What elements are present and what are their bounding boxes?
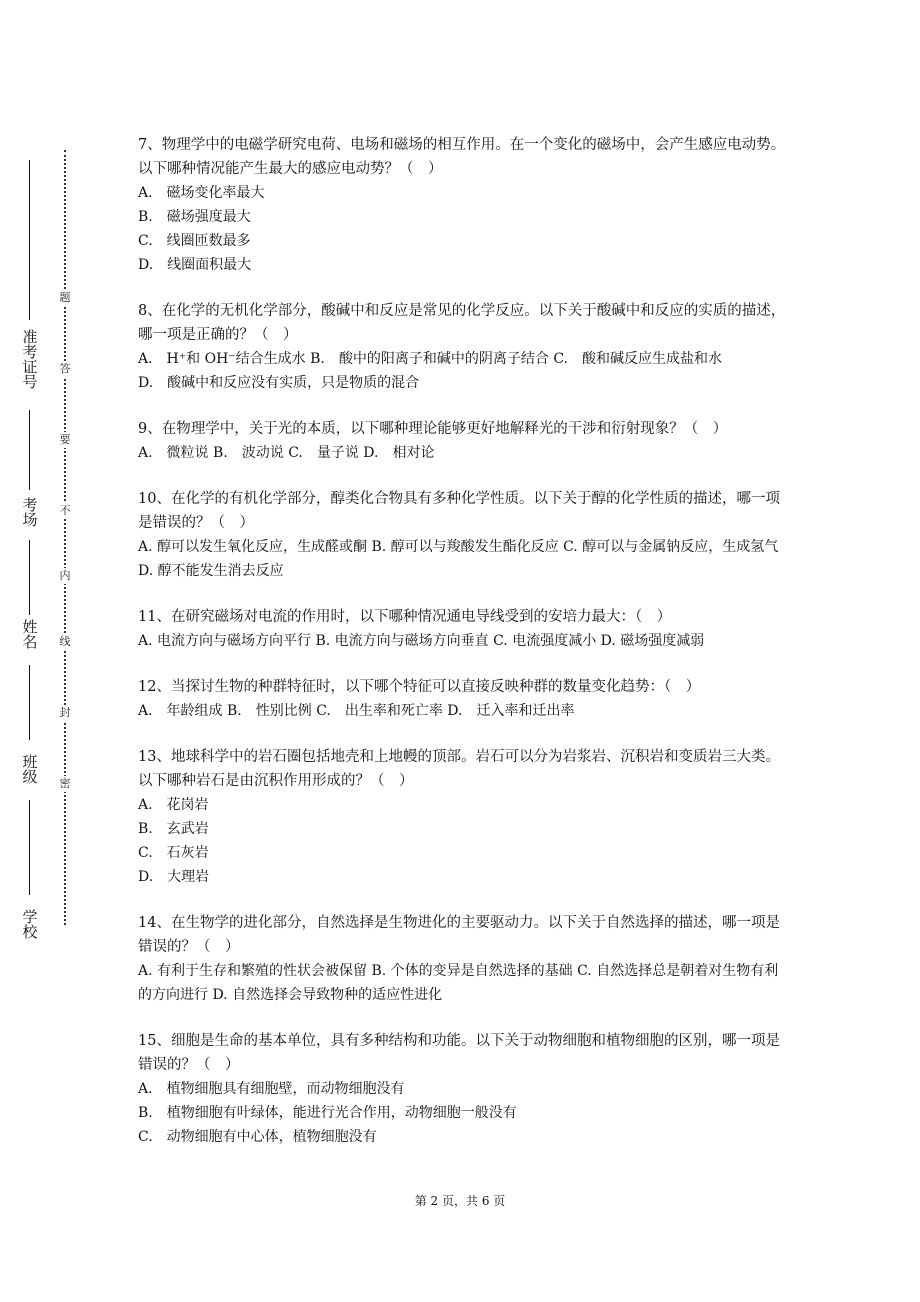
question-stem: 13、地球科学中的岩石圈包括地壳和上地幔的顶部。岩石可以分为岩浆岩、沉积岩和变质岩三大类。以下哪种岩石是由沉积作用形成的？（ ） [138, 749, 780, 789]
question-7 [138, 133, 788, 277]
option-a: A. 花岗岩 [138, 797, 209, 813]
field-line-exam-number [29, 160, 30, 320]
question-stem: 10、在化学的有机化学部分，醇类化合物具有多种化学性质。以下关于醇的化学性质的描述，哪一项是错误的？（ ） [138, 491, 780, 531]
question-stem: 8、在化学的无机化学部分，酸碱中和反应是常见的化学反应。以下关于酸碱中和反应的实质的描述，哪一项是正确的？（ ） [138, 303, 786, 343]
field-label-name: 姓 名 [22, 618, 38, 651]
question-stem: 12、当探讨生物的种群特征时，以下哪个特征可以直接反映种群的数量变化趋势：（ ） [138, 679, 701, 695]
field-label-class: 班 级 [22, 753, 38, 786]
question-stem: 15、细胞是生命的基本单位，具有多种结构和功能。以下关于动物细胞和植物细胞的区别，哪一项是错误的？（ ） [138, 1033, 780, 1073]
option-b: B. 磁场强度最大 [138, 209, 251, 225]
seal-char: 密 [57, 776, 73, 792]
question-13 [138, 745, 788, 889]
seal-char: 内 [57, 568, 73, 584]
option-a: A. 磁场变化率最大 [138, 185, 265, 201]
options-inline: A. 电流方向与磁场方向平行 B. 电流方向与磁场方向垂直 C. 电流强度减小 D. 磁场强度减弱 [138, 633, 705, 649]
question-15 [138, 1029, 788, 1149]
question-8 [138, 299, 788, 395]
option-d: D. 大理岩 [138, 869, 210, 885]
option-c: C. 动物细胞有中心体，植物细胞没有 [138, 1129, 377, 1145]
question-list [138, 133, 788, 1171]
option-b: B. 植物细胞有叶绿体，能进行光合作用，动物细胞一般没有 [138, 1105, 517, 1121]
field-line-school [29, 800, 30, 895]
field-line-name [29, 540, 30, 615]
question-stem: 9、在物理学中，关于光的本质，以下哪种理论能够更好地解释光的干涉和衍射现象？（ ） [138, 421, 728, 437]
seal-char: 题 [57, 290, 73, 306]
field-label-exam-room: 考 场 [22, 496, 38, 529]
option-d: D. 线圈面积最大 [138, 257, 252, 273]
question-stem: 14、在生物学的进化部分，自然选择是生物进化的主要驱动力。以下关于自然选择的描述，哪一项是错误的？（ ） [138, 915, 780, 955]
question-10 [138, 487, 788, 583]
question-9 [138, 417, 788, 465]
option-c: C. 线圈匝数最多 [138, 233, 251, 249]
question-stem: 11、在研究磁场对电流的作用时，以下哪种情况通电导线受到的安培力最大：（ ） [138, 609, 672, 625]
options-inline: A. 醇可以发生氧化反应，生成醛或酮 B. 醇可以与羧酸发生酯化反应 C. 醇可以与金属钠反应，生成氢气 D. 醇不能发生消去反应 [138, 539, 779, 579]
field-line-class [29, 665, 30, 740]
option-b: B. 玄武岩 [138, 821, 209, 837]
binding-margin [0, 0, 100, 1302]
options-inline: A. 微粒说 B. 波动说 C. 量子说 D. 相对论 [138, 445, 435, 461]
field-line-exam-room [29, 410, 30, 490]
seal-char: 不 [57, 503, 73, 519]
options-inline: A. 有利于生存和繁殖的性状会被保留 B. 个体的变异是自然选择的基础 C. 自然选择总是朝着对生物有利的方向进行 D. 自然选择会导致物种的适应性进化 [138, 963, 779, 1003]
option-d: D. 酸碱中和反应没有实质，只是物质的混合 [138, 375, 420, 391]
seal-char: 线 [57, 634, 73, 650]
seal-char: 要 [57, 432, 73, 448]
seal-dotted-line [64, 150, 66, 925]
options-inline: A. 年龄组成 B. 性别比例 C. 出生率和死亡率 D. 迁入率和迁出率 [138, 703, 575, 719]
seal-char: 封 [57, 705, 73, 721]
question-stem: 7、物理学中的电磁学研究电荷、电场和磁场的相互作用。在一个变化的磁场中，会产生感应电动势。以下哪种情况能产生最大的感应电动势？（ ） [138, 137, 786, 177]
question-11 [138, 605, 788, 653]
seal-char: 答 [57, 361, 73, 377]
field-label-exam-number: 准 考 证 号 [22, 328, 38, 391]
field-label-school: 学 校 [22, 908, 38, 941]
page-number-footer: 第 2 页，共 6 页 [414, 1194, 506, 1208]
options-abc: A. H⁺和 OH⁻结合生成水 B. 酸中的阳离子和碱中的阴离子结合 C. 酸和碱反应生成盐和水 [138, 351, 722, 367]
option-a: A. 植物细胞具有细胞壁，而动物细胞没有 [138, 1081, 405, 1097]
question-12 [138, 675, 788, 723]
option-c: C. 石灰岩 [138, 845, 209, 861]
question-14 [138, 911, 788, 1007]
